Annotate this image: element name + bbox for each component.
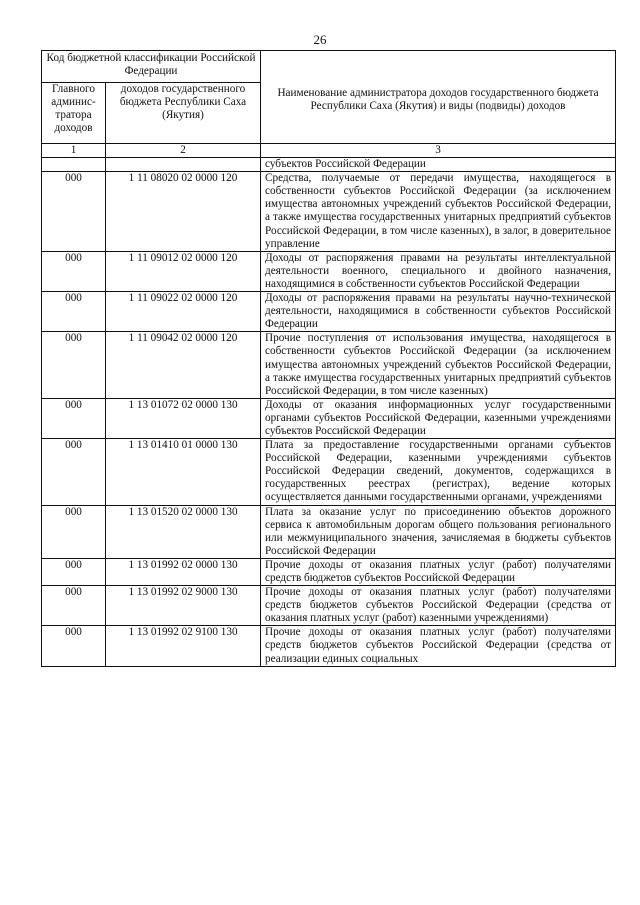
column-number: 1 (42, 144, 106, 158)
income-code-cell: 1 13 01992 02 9100 130 (106, 626, 261, 666)
table-row (42, 158, 616, 172)
column-number-row (42, 144, 616, 158)
table-row (42, 626, 616, 666)
admin-code-cell: 000 (42, 398, 106, 438)
table-row (42, 586, 616, 626)
income-name-cell: Плата за оказание услуг по присоединению объектов дорожного сервиса к автомобильным дорогам общего пользования регионального или межмуниципального значения, зачисляемая в бюджеты субъектов Российской Федерации (261, 505, 616, 558)
page-number: 26 (313, 32, 327, 47)
income-name-cell: Доходы от распоряжения правами на результаты интеллектуальной деятельности военного, специального и двойного назначения, находящимися в собственности субъектов Российской Федерации (261, 251, 616, 291)
income-code-cell: 1 13 01520 02 0000 130 (106, 505, 261, 558)
admin-code-cell: 000 (42, 558, 106, 585)
income-name-cell: Прочие поступления от использования имущества, находящегося в собственности субъектов Российской Федерации (за исключением имущества автономных учреждений субъектов Российской Федерации, а также имущества государственных унитарных предприятий субъектов Российской Федерации, в том числе казенных) (261, 332, 616, 398)
income-code-cell: 1 13 01992 02 9000 130 (106, 586, 261, 626)
income-name-cell: субъектов Российской Федерации (261, 158, 616, 172)
income-code-cell: 1 11 09012 02 0000 120 (106, 251, 261, 291)
admin-code-cell: 000 (42, 439, 106, 505)
income-code-cell: 1 11 09042 02 0000 120 (106, 332, 261, 398)
table-row (42, 505, 616, 558)
income-name-cell: Прочие доходы от оказания платных услуг (работ) получателями средств бюджетов субъектов Российской Федерации (средства от реализации единых социальных (261, 626, 616, 666)
table-row (42, 251, 616, 291)
income-name-cell: Доходы от оказания информационных услуг государственными органами субъектов Российской Федерации, казенными учреждениями субъектов Российской Федерации (261, 398, 616, 438)
income-name-cell: Средства, получаемые от передачи имущества, находящегося в собственности субъектов Российской Федерации (за исключением имущества автономных учреждений субъектов Российской Федерации, а также имущества государственных унитарных предприятий субъектов Российской Федерации, в том числе казенных), в залог, в доверительное управление (261, 172, 616, 252)
header-bcc-group: Код бюджетной классификации Российской Федерации (42, 51, 261, 83)
table-row (42, 292, 616, 332)
table-row (42, 558, 616, 585)
income-code-cell (106, 158, 261, 172)
admin-code-cell: 000 (42, 626, 106, 666)
admin-code-cell: 000 (42, 172, 106, 252)
admin-code-cell: 000 (42, 292, 106, 332)
header-admin: Главного админис-тратора доходов (42, 83, 106, 144)
income-name-cell: Прочие доходы от оказания платных услуг (работ) получателями средств бюджетов субъектов Российской Федерации (261, 558, 616, 585)
header-name: Наименование администратора доходов государственного бюджета Республики Саха (Якутия) и виды (подвиды) доходов (261, 51, 616, 144)
budget-classification-table (41, 50, 616, 667)
income-name-cell: Прочие доходы от оказания платных услуг (работ) получателями средств бюджетов субъектов Российской Федерации (средства от оказания платных услуг (работ) казенными учреждениями) (261, 586, 616, 626)
header-income: доходов государственного бюджета Республики Саха (Якутия) (106, 83, 261, 144)
admin-code-cell: 000 (42, 505, 106, 558)
admin-code-cell (42, 158, 106, 172)
table-row (42, 398, 616, 438)
admin-code-cell: 000 (42, 586, 106, 626)
income-name-cell: Доходы от распоряжения правами на результаты научно-технической деятельности, находящимися в собственности субъектов Российской Федерации (261, 292, 616, 332)
admin-code-cell: 000 (42, 332, 106, 398)
admin-code-cell: 000 (42, 251, 106, 291)
income-code-cell: 1 11 09022 02 0000 120 (106, 292, 261, 332)
income-code-cell: 1 13 01410 01 0000 130 (106, 439, 261, 505)
column-number: 3 (261, 144, 616, 158)
income-code-cell: 1 13 01992 02 0000 130 (106, 558, 261, 585)
income-name-cell: Плата за предоставление государственными органами субъектов Российской Федерации, казенными учреждениями субъектов Российской Федерации сведений, документов, содержащихся в государственных реестрах (регистрах), ведение которых осуществляется данными государственными органами, учреждениями (261, 439, 616, 505)
income-code-cell: 1 11 08020 02 0000 120 (106, 172, 261, 252)
income-code-cell: 1 13 01072 02 0000 130 (106, 398, 261, 438)
column-number: 2 (106, 144, 261, 158)
table-row (42, 439, 616, 505)
table-row (42, 332, 616, 398)
table-row (42, 172, 616, 252)
header-row-group (42, 51, 616, 83)
